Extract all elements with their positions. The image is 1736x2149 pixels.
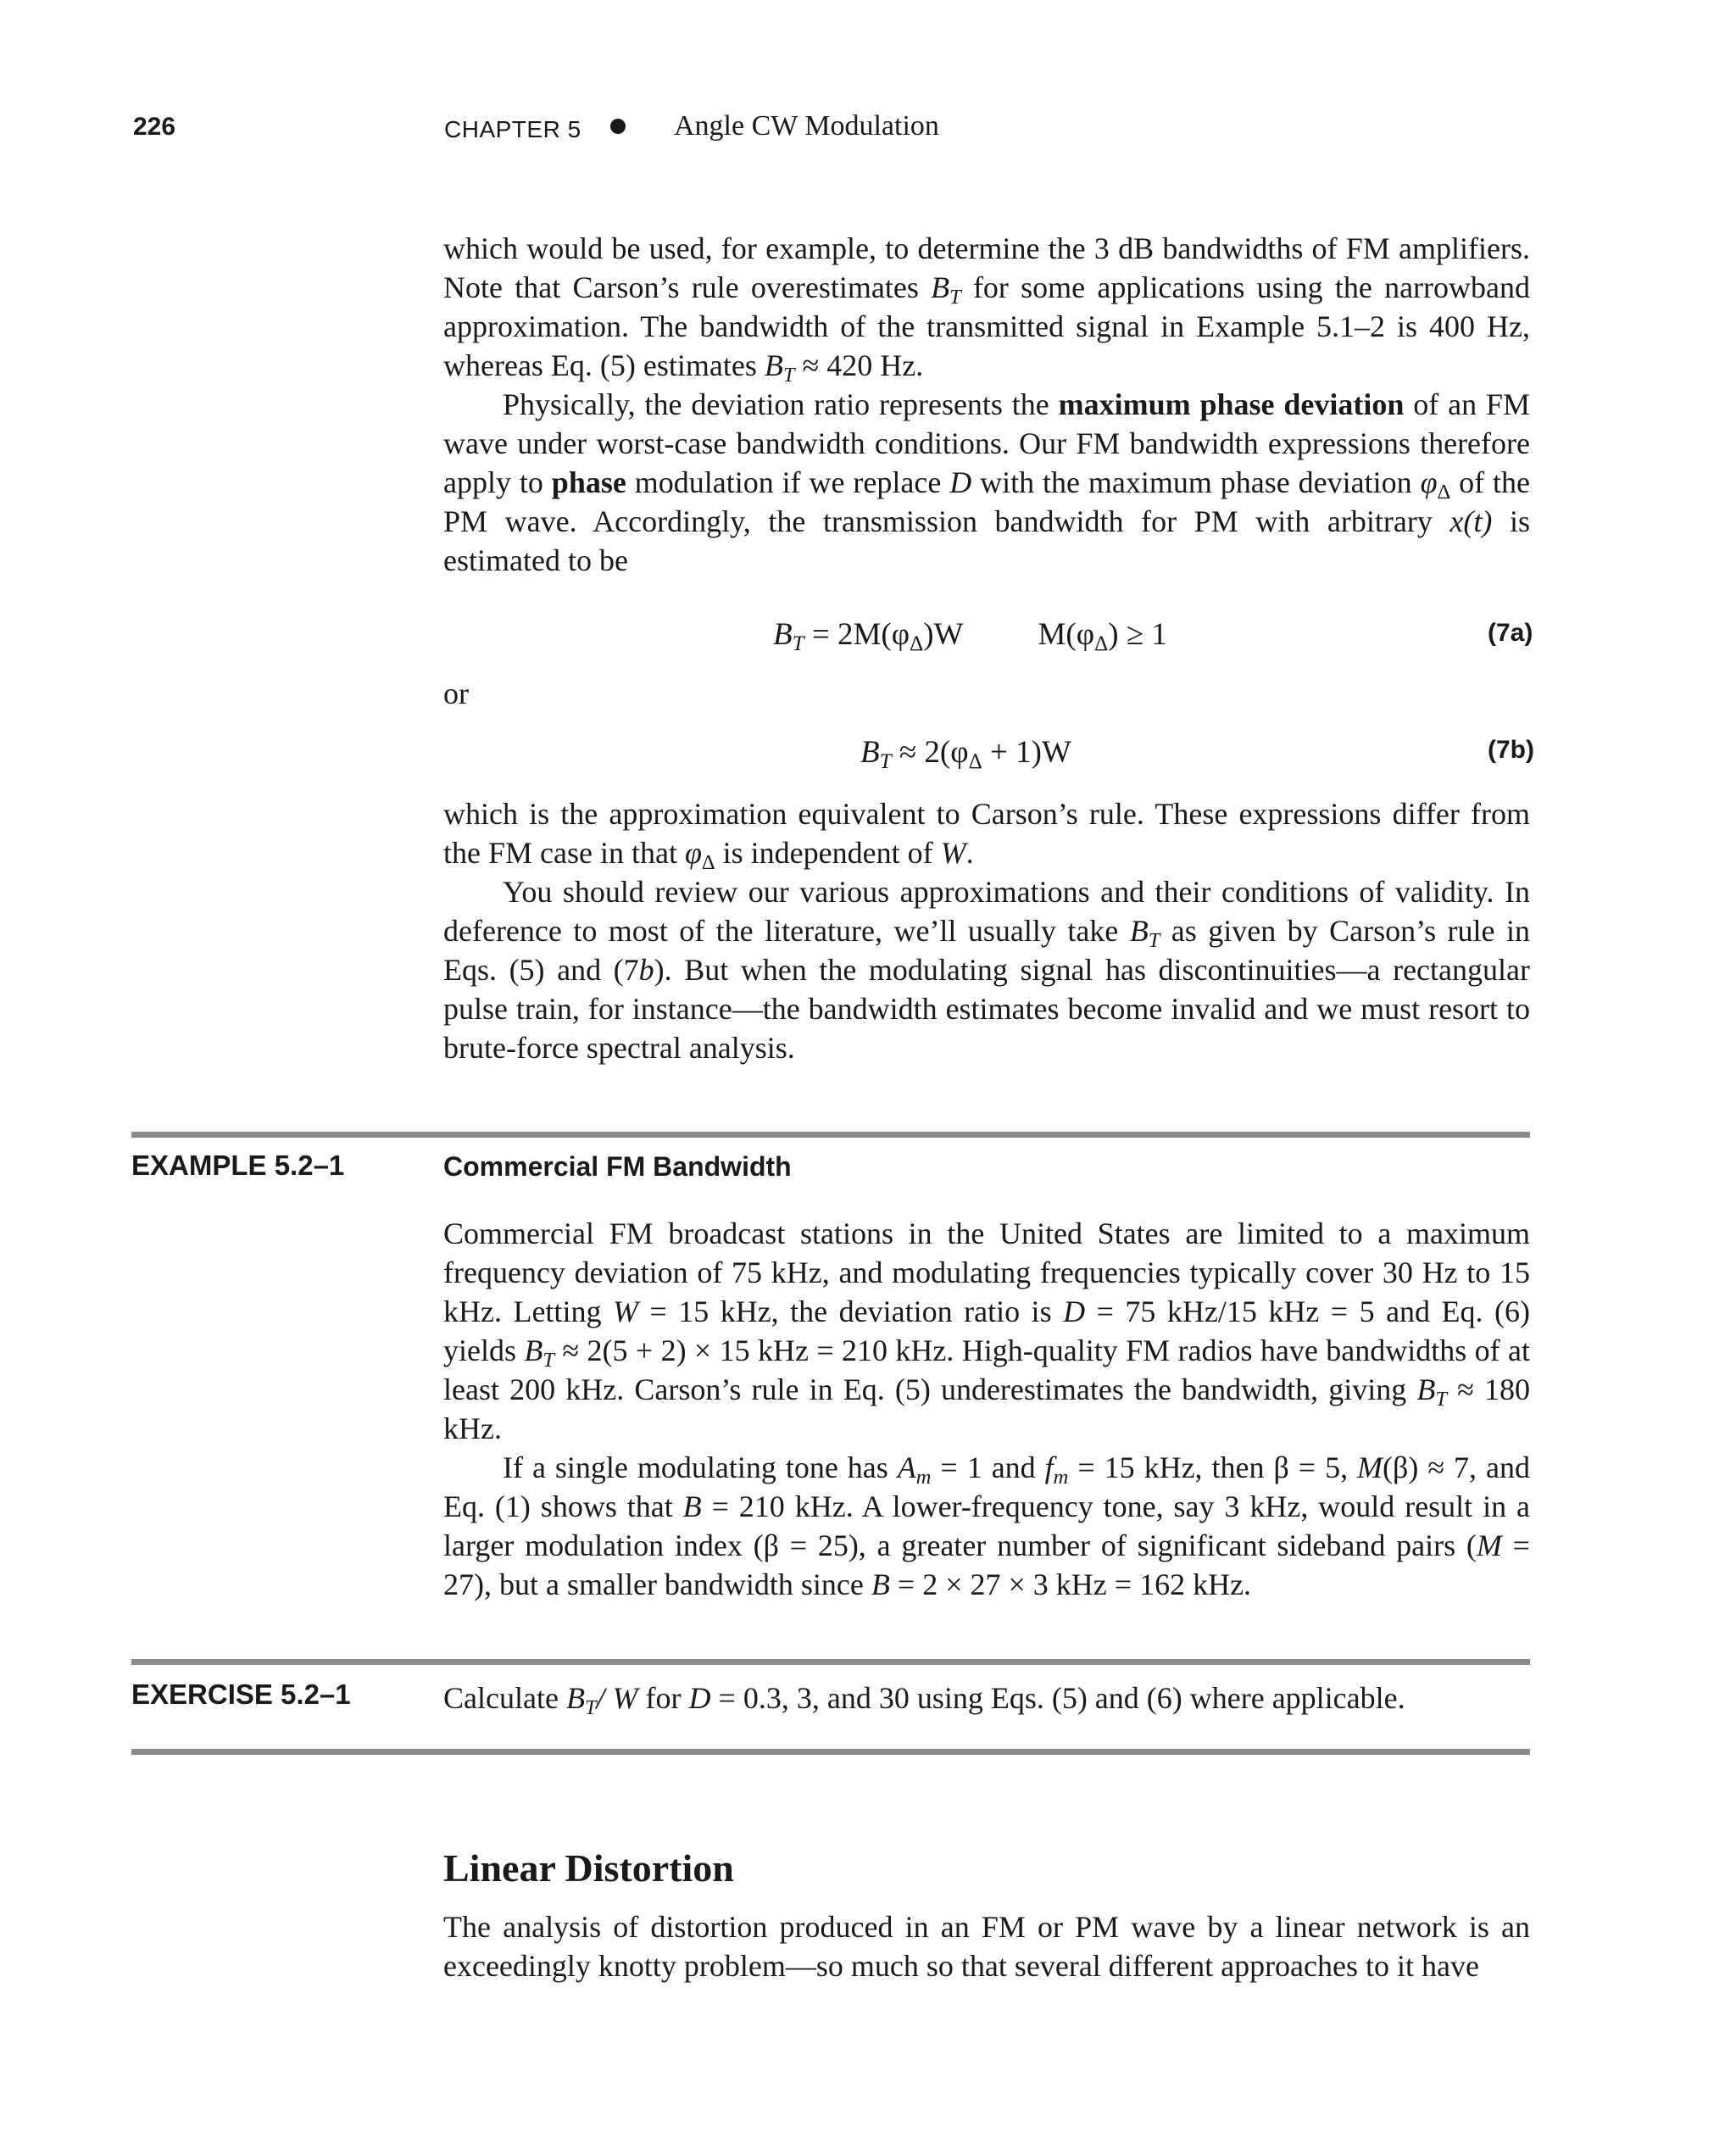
equation-number-7b: (7b) [1488, 736, 1534, 764]
paragraph-carson-rule: which would be used, for example, to determine the 3 dB bandwidths of FM amplifiers. Note that Carson’s rule overestimates $B_T$ for some applications using the narrowband approximation. The bandwidth of the transmitted signal in Example 5.1–2 is 400 Hz, whereas Eq. (5) estimates $B_T \approx 420$ Hz. [443, 231, 1531, 387]
example-divider [131, 1132, 1530, 1138]
paragraph-review: You should review our various approximations and their conditions of validity. In deference to most of the literature, we’ll usually take $B_T$ as given by Carson’s rule in Eqs. (5) and (7b). But when the modulating signal has discontinuities—a rectangular pulse train, for instance—the bandwidth estimates become invalid and we must resort to brute-force spectral analysis. [443, 875, 1530, 1065]
paragraph-approximation: which is the approximation equivalent to Carson’s rule. These expressions differ from the FM case in that $\varphi_\Delta$ is independent of W. [443, 797, 1530, 874]
or-label: or [443, 676, 469, 710]
example-title: Commercial FM Bandwidth [443, 1151, 792, 1182]
equation-7b: $B_T \approx 2(\varphi_\Delta + 1)W$ [860, 735, 1071, 774]
paragraph-linear-distortion: The analysis of distortion produced in an FM or PM wave by a linear network is an exceedingly knotty problem—so much so that several different approaches to it have [443, 1910, 1530, 1983]
paragraph-phase-deviation: Physically, the deviation ratio represents the maximum phase deviation of an FM wave under worst-case bandwidth conditions. Our FM bandwidth expressions therefore apply to phase modulation if we replace D with the maximum phase deviation $\varphi_\Delta$ of the PM wave. Accordingly, the transmission bandwidth for PM with arbitrary x(t) is estimated to be [443, 387, 1531, 577]
section-heading: Linear Distortion [443, 1846, 734, 1890]
running-chapter: CHAPTER 5 [444, 116, 581, 142]
page-number: 226 [133, 113, 176, 141]
exercise-label: EXERCISE 5.2–1 [131, 1679, 351, 1710]
body-text-top [443, 229, 1530, 580]
exercise-divider-top [131, 1659, 1530, 1665]
example-paragraph-1: Commercial FM broadcast stations in the United States are limited to a maximum frequency deviation of 75 kHz, and modulating frequencies typically cover 30 Hz to 15 kHz. Letting W = 15 kHz, the deviation ratio is D = 75 kHz/15 kHz = 5 and Eq. (6) yields $B_T \approx 2(5 + 2) \times 15$ kHz = 210 kHz. High-quality FM radios have bandwidths of at least 200 kHz. Carson’s rule in Eq. (5) underestimates the bandwidth, giving $B_T \approx 180$ kHz. [443, 1216, 1531, 1445]
example-label: EXAMPLE 5.2–1 [131, 1150, 345, 1181]
equation-number-7a: (7a) [1488, 619, 1533, 647]
section-paragraph [443, 1907, 1530, 1985]
exercise-divider-bottom [131, 1749, 1530, 1755]
bullet-icon [610, 119, 626, 134]
equation-7a: $B_T = 2M(\varphi_\Delta)W$ $M(\varphi_\Delta) \ge 1$ [773, 617, 1167, 656]
example-paragraph-2: If a single modulating tone has $A_m = 1$ and $f_m = 15$ kHz, then β = 5, M(β) ≈ 7, and Eq. (1) shows that B = 210 kHz. A lower-frequency tone, say 3 kHz, would result in a larger modulation index (β = 25), a greater number of significant sideband pairs (M = 27), but a smaller bandwidth since B = 2 × 27 × 3 kHz = 162 kHz. [443, 1450, 1531, 1601]
example-body [443, 1214, 1530, 1604]
body-text-middle [443, 794, 1530, 1067]
exercise-text: Calculate $B_T/$ W for D = 0.3, 3, and 30 using Eqs. (5) and (6) where applicable. [443, 1681, 1405, 1719]
running-title: Angle CW Modulation [674, 110, 939, 142]
